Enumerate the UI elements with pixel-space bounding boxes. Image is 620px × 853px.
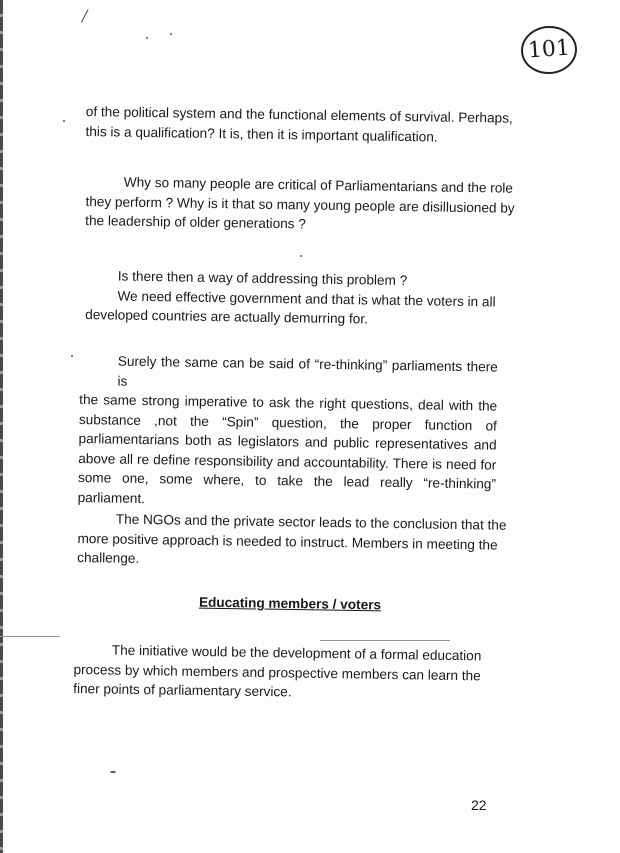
scan-speck xyxy=(170,33,172,35)
paragraph-4 xyxy=(78,351,498,514)
text-line: the same strong imperative to ask the right questions, deal with the xyxy=(79,391,498,414)
scan-streak xyxy=(0,636,60,637)
scan-speck xyxy=(63,120,65,122)
text-line: above all re define responsibility and accountability. There is need for xyxy=(78,450,497,473)
section-heading: Educating members / voters xyxy=(198,594,382,613)
scan-speck xyxy=(300,255,302,257)
text-line: more positive approach is needed to instruct. Members in meeting the xyxy=(77,530,498,553)
scan-speck xyxy=(146,37,148,39)
scan-speck xyxy=(71,355,73,357)
text-line: Surely the same can be said of “re-thinking” parliaments there is xyxy=(117,353,498,389)
paragraph-6 xyxy=(73,640,481,705)
text-line: process by which members and prospective members can learn the xyxy=(73,661,481,683)
stray-pen-mark: / xyxy=(82,6,88,25)
text-line: the leadership of older generations ? xyxy=(85,212,307,232)
page-stamp: 101 xyxy=(519,24,578,76)
text-line: developed countries are actually demurring for. xyxy=(85,306,368,327)
text-line: We need effective government and that is what the voters in all xyxy=(117,287,496,309)
paragraph-1 xyxy=(85,102,512,148)
text-line: The initiative would be the development of a formal education xyxy=(111,642,482,664)
scan-streak xyxy=(320,640,450,641)
paragraph-2 xyxy=(85,172,515,237)
binding-edge xyxy=(0,0,3,853)
scan-speck xyxy=(110,771,116,773)
text-line: Why so many people are critical of Parliamentarians and the role xyxy=(123,174,514,196)
text-line: they perform ? Why is it that so many young people are disillusioned by xyxy=(85,193,515,216)
text-line: Is there then a way of addressing this problem ? xyxy=(117,268,408,289)
paragraph-3 xyxy=(85,266,496,331)
text-line: substance ,not the “Spin” question, the proper function of xyxy=(78,411,497,434)
text-line: of the political system and the functional elements of survival. Perhaps, xyxy=(85,103,513,126)
text-line: finer points of parliamentary service. xyxy=(73,680,292,700)
text-line: challenge. xyxy=(77,549,140,566)
page-number: 22 xyxy=(471,797,487,813)
text-line: parliamentarians both as legislators and public representatives and xyxy=(78,430,497,453)
text-line: some one, some where, to take the lead really “re-thinking” parliament. xyxy=(77,469,497,506)
paragraph-5 xyxy=(77,509,507,574)
text-line: this is a qualification? It is, then it is important qualification. xyxy=(85,123,438,145)
text-line: The NGOs and the private sector leads to the conclusion that the xyxy=(115,511,507,533)
